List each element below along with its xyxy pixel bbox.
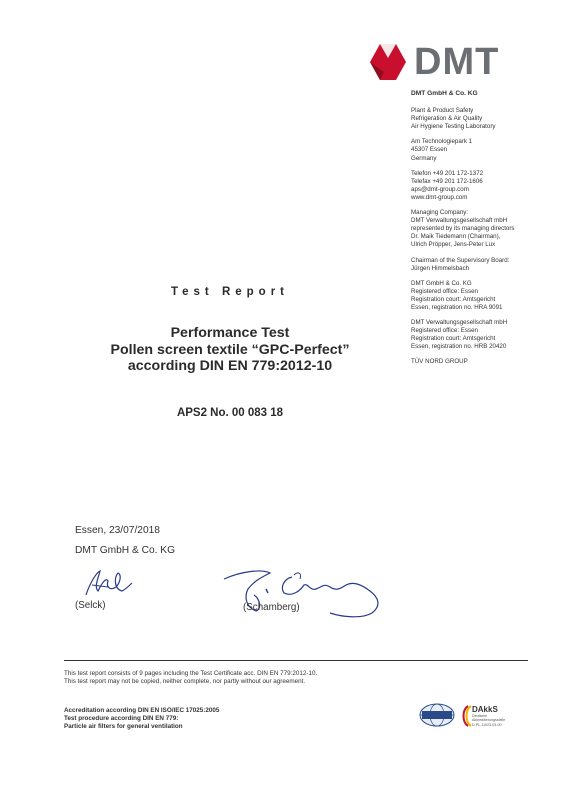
footer-divider — [64, 660, 528, 661]
footer-note-line: This test report consists of 9 pages including the Test Certificate acc. DIN EN 779:2012-10. — [64, 670, 318, 677]
dakks-sub-line: Deutsche — [472, 714, 488, 718]
report-heading: Test Report — [170, 286, 290, 298]
place-date-block — [75, 521, 175, 561]
address-blocks — [411, 107, 559, 366]
address-line: Registered office: Essen — [411, 327, 478, 335]
signer-1-name: (Selck) — [75, 600, 106, 611]
address-line: Am Technologiepark 1 — [411, 138, 473, 146]
dmt-logo-text: DMT — [414, 41, 500, 83]
signer-2-name: (Schamberg) — [243, 602, 300, 613]
address-line: Air Hygiene Testing Laboratory — [411, 123, 496, 131]
company-info-column — [411, 90, 559, 374]
dakks-sub-line: Akkreditierungsstelle — [472, 718, 506, 723]
report-title-line: according DIN EN 779:2012-10 — [127, 358, 333, 374]
address-block — [411, 319, 559, 351]
certification-globe-icon — [417, 702, 457, 728]
dakks-logo — [458, 702, 520, 730]
address-line: Telefax +49 201 172-1606 — [411, 177, 483, 185]
company-name: DMT GmbH & Co. KG — [411, 90, 478, 97]
place-date: Essen, 23/07/2018 — [75, 525, 160, 536]
address-line: TÜV NORD GROUP — [411, 358, 468, 366]
address-line: DMT Verwaltungsgesellschaft mbH — [411, 319, 508, 327]
address-line: Registration court: Amtsgericht — [411, 295, 496, 303]
dakks-name: DAkkS — [472, 705, 498, 714]
dmt-logo — [366, 40, 516, 82]
address-line: Registration court: Amtsgericht — [411, 335, 496, 343]
address-block — [411, 107, 559, 131]
dakks-mark-icon — [458, 704, 472, 728]
address-line: Jürgen Himmelsbach — [411, 264, 470, 272]
accreditation-line: Test procedure according DIN EN 779: — [64, 715, 179, 723]
report-number: APS2 No. 00 083 18 — [176, 407, 284, 419]
accreditation-text — [64, 707, 219, 732]
dakks-sub-line: D-PL-11023-03-00 — [472, 722, 502, 727]
address-line: www.dmt-group.com — [411, 193, 468, 201]
address-line: DMT Verwaltungsgesellschaft mbH — [411, 217, 508, 225]
address-line: 45307 Essen — [411, 146, 448, 154]
address-block — [411, 138, 559, 162]
signature-selck — [78, 565, 138, 603]
address-line: Registered office: Essen — [411, 287, 478, 295]
address-line: Essen, registration no. HRA 9091 — [411, 303, 503, 311]
address-block — [411, 170, 559, 202]
address-line: Dr. Maik Tiedemann (Chairman), — [411, 233, 501, 241]
address-line: Ulrich Pröpper, Jens-Peter Lux — [411, 241, 496, 249]
report-title-line: Performance Test — [170, 325, 290, 341]
report-title-line: Pollen screen textile “GPC-Perfect” — [110, 341, 350, 358]
address-line: Managing Company: — [411, 209, 469, 217]
address-line: Germany — [411, 154, 437, 162]
footer-note-line: This test report may not be copied, neither complete, nor partly without our agreement. — [64, 678, 306, 686]
address-block — [411, 209, 559, 249]
dmt-logo-mark-icon — [366, 42, 412, 82]
address-line: represented by its managing directors — [411, 225, 515, 233]
address-line: aps@dmt-group.com — [411, 185, 469, 193]
address-line: Essen, registration no. HRB 20420 — [411, 343, 507, 351]
address-line: Plant & Product Safety — [411, 107, 474, 115]
accreditation-line: Particle air filters for general ventilation — [64, 723, 183, 731]
signing-company: DMT GmbH & Co. KG — [75, 545, 176, 556]
footer-note — [64, 670, 317, 687]
address-line: Telefon +49 201 172-1372 — [411, 169, 484, 177]
dakks-subtext — [472, 714, 505, 727]
address-block — [411, 280, 559, 312]
address-block — [411, 257, 559, 273]
address-line: Chairman of the Supervisory Board: — [411, 256, 510, 264]
accreditation-line: Accreditation according DIN EN ISO/IEC 17025:2005 — [64, 707, 220, 714]
address-line: DMT GmbH & Co. KG — [411, 279, 472, 287]
report-title — [60, 325, 400, 375]
address-line: Refrigeration & Air Quality — [411, 115, 483, 123]
address-block — [411, 358, 559, 366]
